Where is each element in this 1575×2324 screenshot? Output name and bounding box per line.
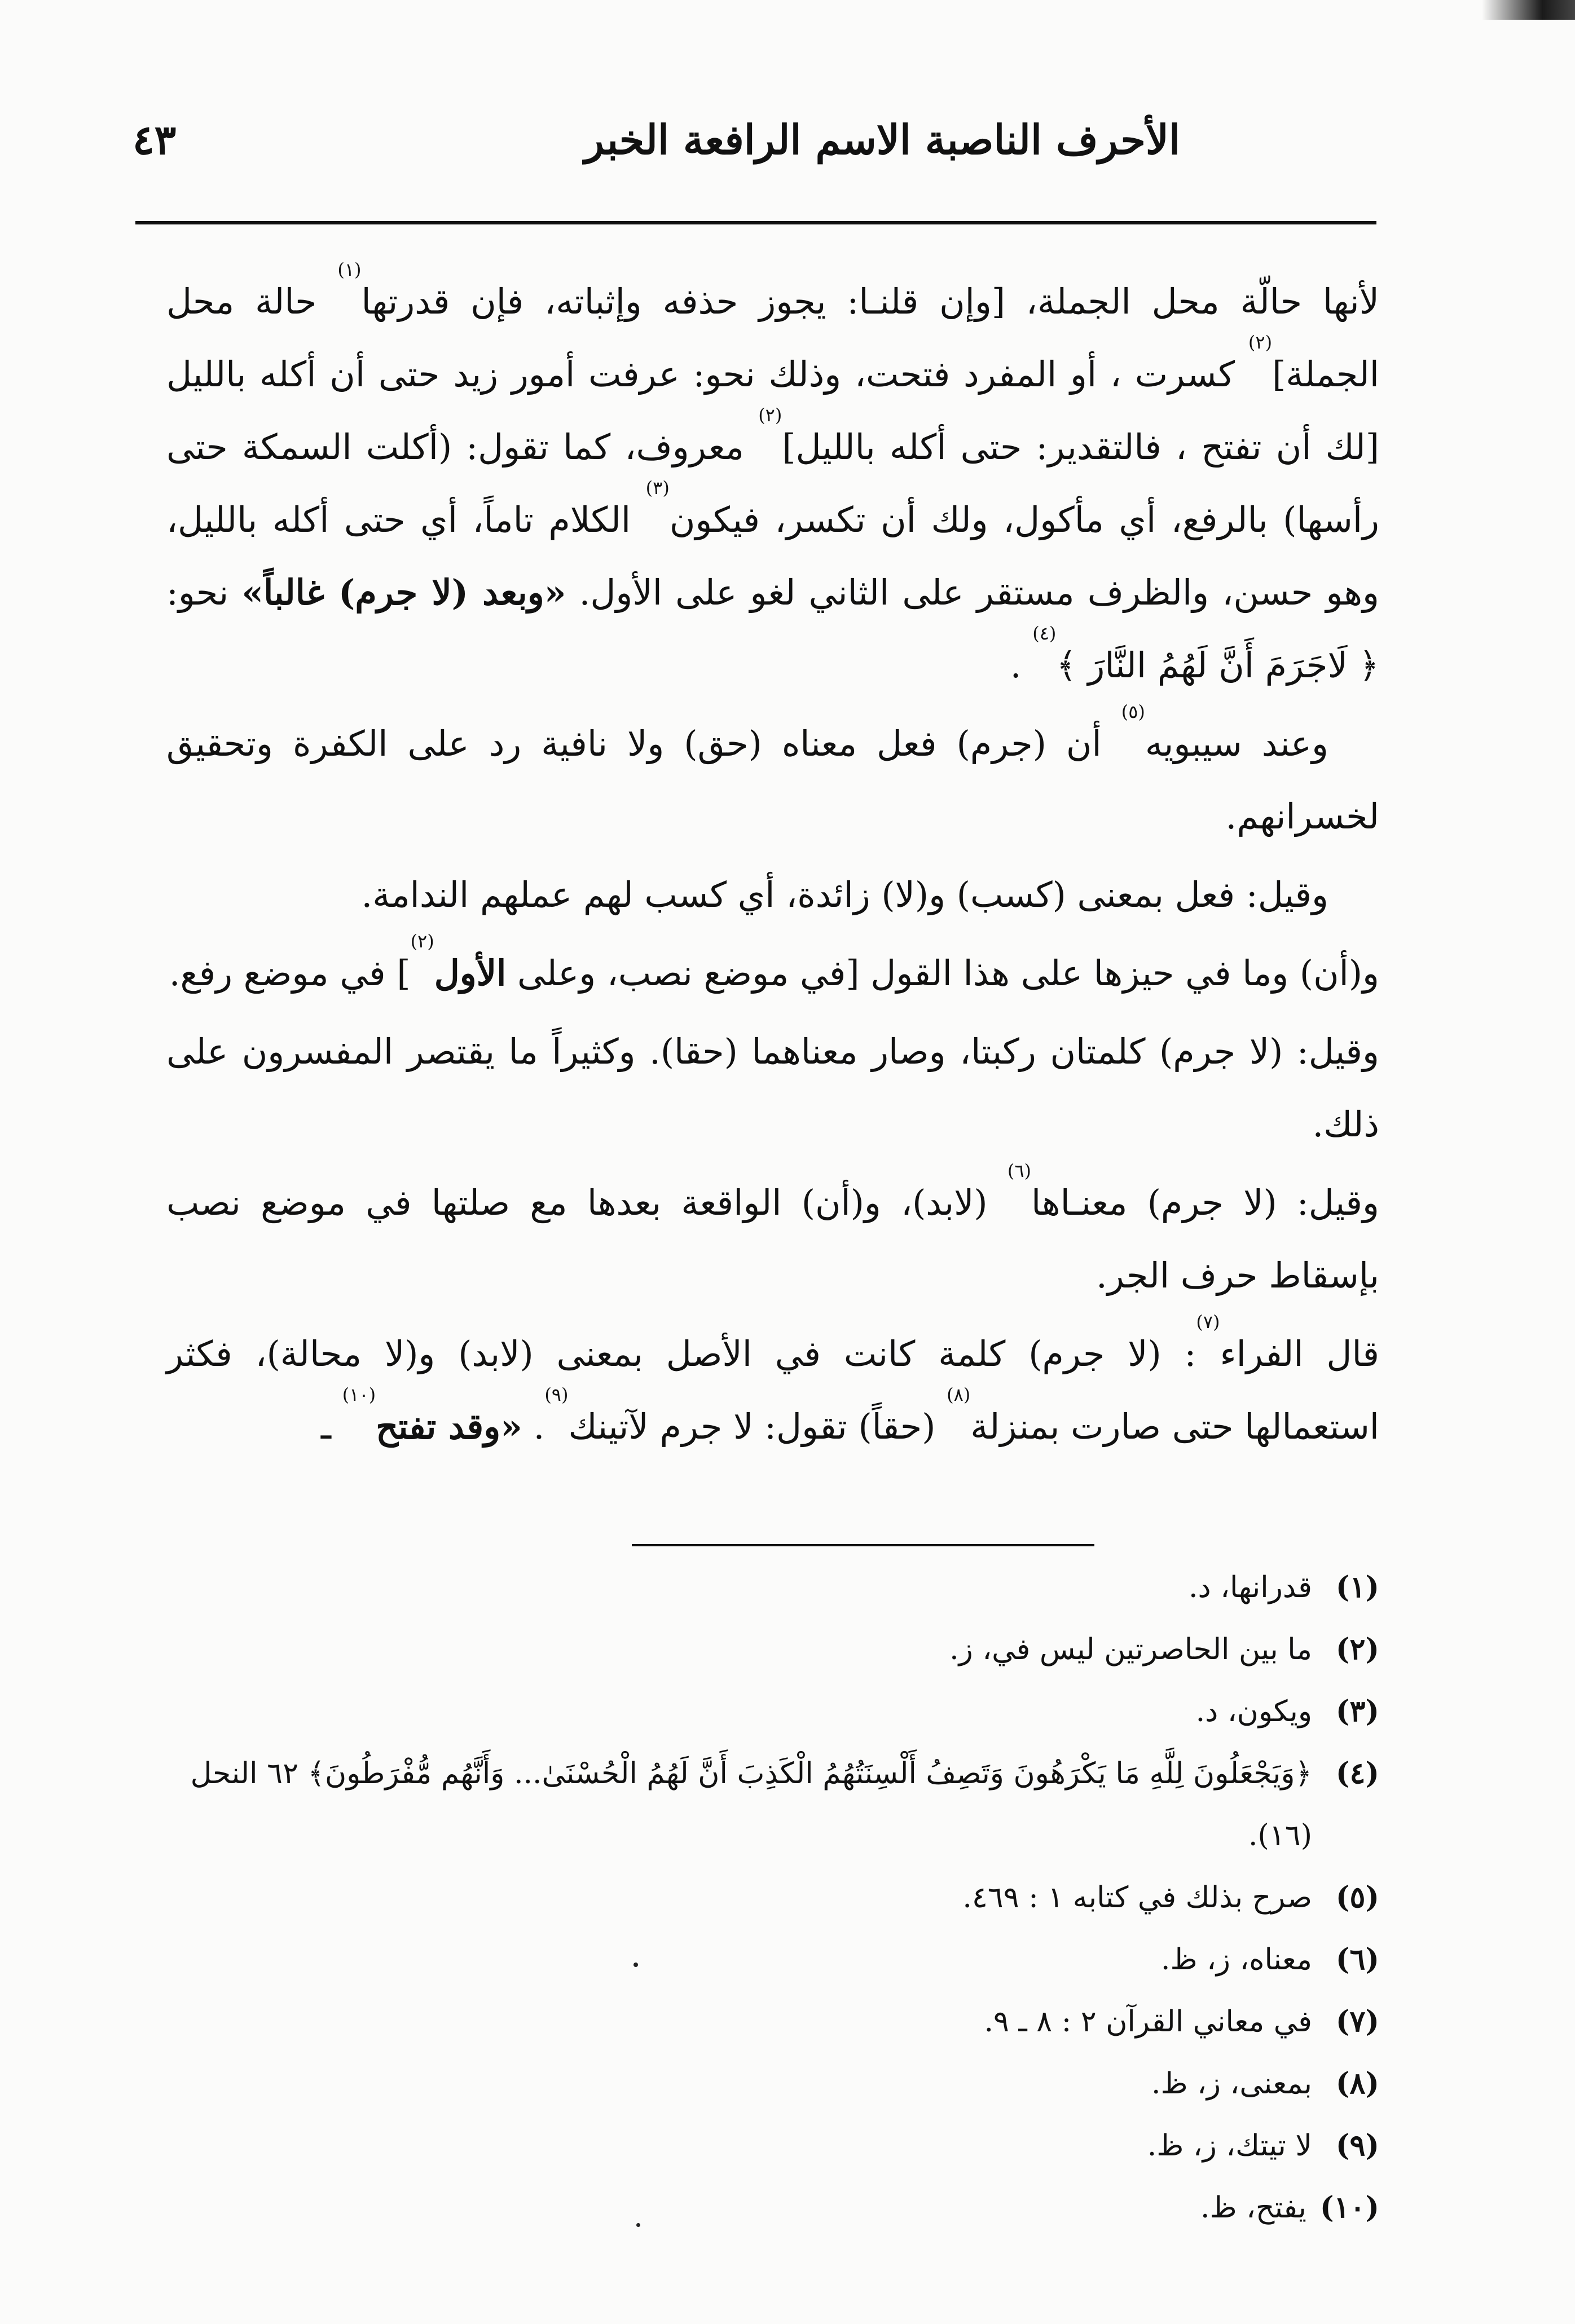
footnote-item	[166, 1681, 1379, 1743]
footnote-ref[interactable]: (١)	[337, 259, 362, 280]
footnote-text: قدرانها، د.	[1189, 1571, 1312, 1604]
footnote-ref[interactable]: (٧)	[1196, 1311, 1220, 1333]
footnote-text: ويكون، د.	[1195, 1695, 1312, 1728]
paragraph-4	[166, 931, 1379, 1009]
footnote-ref[interactable]: (٢)	[410, 931, 434, 952]
text-run: قال الفراء	[1220, 1333, 1379, 1374]
quran-quote: نحو: ﴿ لَاجَرَمَ أَنَّ لَهُمُ النَّارَ ﴾	[166, 572, 1379, 686]
footnote-number: (٥)	[1335, 1880, 1379, 1915]
footnote-item	[166, 1929, 1379, 1991]
paragraph-5: وقيل: (لا جرم) كلمتان ركبتا، وصار معناهما (حقا). وكثيراً ما يقتصر المفسرون على ذلك.	[166, 1031, 1379, 1145]
text-run: (حقاً) تقول: لا جرم لآتينك	[568, 1406, 947, 1447]
footnote-number: (٣)	[1335, 1694, 1379, 1728]
footnote-text: ما بين الحاصرتين ليس في، ز.	[949, 1633, 1312, 1666]
footnote-text: يفتح، ظ.	[1200, 2191, 1306, 2225]
scan-corner-mark	[1482, 0, 1575, 20]
text-run: معروف، كما تقول: (أكلت السمكة حتى رأسها) بالرفع، أي مأكول، ولك أن تكسر، فيكون	[166, 426, 1380, 540]
footnote-text: ﴿وَيَجْعَلُونَ لِلَّهِ مَا يَكْرَهُونَ وَتَصِفُ أَلْسِنَتُهُمُ الْكَذِبَ أَنَّ لَهُمُ الْحُسْنَىٰ... وَأَنَّهُم مُّفْرَطُونَ﴾ ٦٢ النحل (١٦).	[190, 1757, 1312, 1853]
main-text	[166, 259, 1380, 1469]
footnotes	[166, 1556, 1379, 2239]
footnote-number: (٤)	[1335, 1756, 1379, 1791]
scan-speck	[636, 2223, 640, 2227]
footnote-ref[interactable]: (١٠)	[342, 1384, 376, 1405]
text-run: ] في موضع رفع.	[169, 952, 411, 994]
footnote-number: (٧)	[1335, 2004, 1379, 2039]
footnote-divider	[632, 1544, 1094, 1546]
text-run: و(أن) وما في حيزها على هذا القول [في موضع نصب، وعلى	[506, 952, 1379, 994]
footnote-text: بمعنى، ز، ظ.	[1151, 2067, 1312, 2101]
bold-text: «وبعد (لا جرم) غالباً»	[241, 572, 566, 613]
footnote-ref[interactable]: (٢)	[1248, 332, 1273, 353]
footnote-item	[166, 2177, 1379, 2239]
footnote-item	[166, 1619, 1379, 1681]
footnote-item	[166, 1991, 1379, 2053]
footnote-ref[interactable]: (٨)	[947, 1384, 971, 1405]
paragraph-1	[166, 259, 1380, 702]
footnote-text: معناه، ز، ظ.	[1160, 1943, 1312, 1977]
footnote-number: (٦)	[1335, 1942, 1379, 1977]
header-divider	[135, 221, 1376, 224]
bold-text: «وقد تفتح	[376, 1406, 522, 1447]
footnote-item	[166, 2053, 1379, 2115]
footnote-ref[interactable]: (٢)	[758, 404, 782, 426]
footnote-number: (٢)	[1335, 1632, 1379, 1666]
footnote-text: في معاني القرآن ٢ : ٨ ـ ٩.	[984, 2005, 1312, 2039]
footnote-number: (١٠)	[1319, 2190, 1379, 2225]
footnote-ref[interactable]: (٣)	[645, 477, 670, 499]
text-run: : (لا جرم) كلمة كانت في الأصل بمعنى (لابد) و(لا محالة)، فكثر استعمالها حتى صارت بمنزلة	[166, 1333, 1379, 1447]
text-run: .	[1010, 645, 1033, 686]
footnote-item	[166, 1556, 1379, 1619]
footnote-ref[interactable]: (٦)	[1007, 1160, 1032, 1181]
scan-speck	[633, 1963, 638, 1967]
page-number: ٤٣	[133, 116, 177, 164]
footnote-item	[166, 2115, 1379, 2177]
footnote-text: لا تيتك، ز، ظ.	[1147, 2129, 1312, 2163]
footnote-text: صرح بذلك في كتابه ١ : ٤٦٩.	[962, 1881, 1312, 1915]
footnote-item	[166, 1743, 1379, 1867]
text-run: .	[522, 1406, 545, 1447]
text-run: أن (جرم) فعل معناه (حق) ولا نافية رد على الكفرة وتحقيق لخسرانهم.	[166, 723, 1379, 837]
paragraph-2	[166, 701, 1379, 853]
text-run: حالة محل الجملة]	[166, 281, 1379, 395]
bold-text: الأول	[434, 952, 507, 994]
footnote-item	[166, 1867, 1379, 1929]
footnote-number: (١)	[1335, 1570, 1379, 1604]
footnote-ref[interactable]: (٤)	[1032, 623, 1057, 644]
text-run: كسرت ، أو المفرد فتحت، وذلك نحو: عرفت أمور زيد حتى أن أكله بالليل [لك أن تفتح ، فالتقدير: حتى أكله بالليل]	[166, 354, 1379, 468]
paragraph-7	[166, 1311, 1379, 1463]
text-run: وعند سيبويه	[1145, 723, 1328, 764]
footnote-number: (٩)	[1335, 2128, 1379, 2163]
paragraph-3: وقيل: فعل بمعنى (كسب) و(لا) زائدة، أي كسب لهم عملهم الندامة.	[361, 874, 1328, 915]
paragraph-6	[166, 1160, 1379, 1312]
footnote-number: (٨)	[1335, 2066, 1379, 2101]
page-title: الأحرف الناصبة الاسم الرافعة الخبر	[584, 116, 1180, 164]
footnote-ref[interactable]: (٩)	[544, 1384, 569, 1405]
text-run: ـ	[320, 1406, 342, 1447]
text-run: وقيل: (لا جرم) معنـاها	[1031, 1182, 1379, 1223]
footnote-ref[interactable]: (٥)	[1121, 701, 1145, 722]
text-run: (لابد)، و(أن) الواقعة بعدها مع صلتها في موضع نصب بإسقاط حرف الجر.	[166, 1182, 1379, 1296]
text-run: الكلام تاماً، أي حتى أكله بالليل، وهو حسن، والظرف مستقر على الثاني لغو على الأول.	[166, 499, 1379, 613]
text-run: لأنها حالّة محل الجملة، [وإن قلنـا: يجوز حذفه وإثباته، فإن قدرتها	[361, 281, 1379, 322]
